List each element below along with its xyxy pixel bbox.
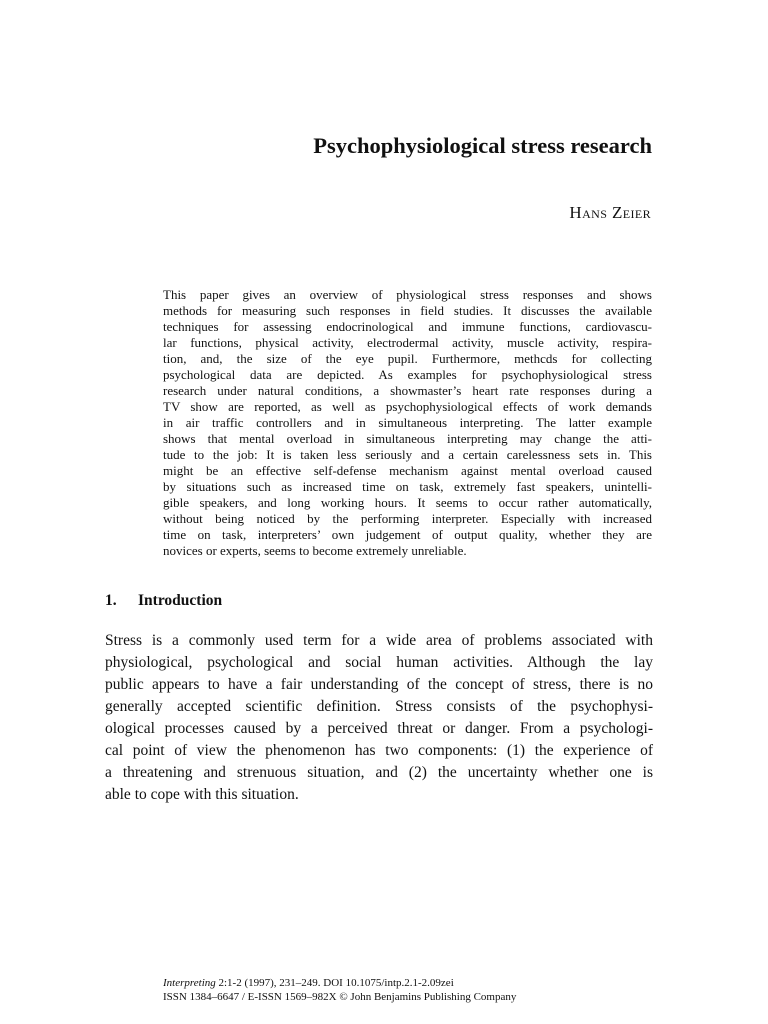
abstract-line: tude to the job: It is taken less seriously and a certain carelessness sets in. This	[163, 447, 652, 462]
citation-details: 2:1-2 (1997), 231–249. DOI 10.1075/intp.2.1-2.09zei	[215, 977, 454, 989]
abstract-line: psychological data are depicted. As examples for psychophysiological stress	[163, 367, 652, 382]
body-line: ological processes caused by a perceived threat or danger. From a psychologi-	[105, 720, 653, 737]
body-line: public appears to have a fair understanding of the concept of stress, there is no	[105, 676, 653, 693]
body-line: able to cope with this situation.	[105, 786, 299, 803]
body-line: Stress is a commonly used term for a wide area of problems associated with	[105, 632, 653, 649]
section-title: Introduction	[138, 592, 223, 609]
abstract-line: research under natural conditions, a showmaster’s heart rate responses during a	[163, 383, 652, 398]
abstract-line: tion, and, the size of the eye pupil. Furthermore, methcds for collecting	[163, 351, 652, 366]
abstract-line: This paper gives an overview of physiological stress responses and shows	[163, 287, 652, 302]
abstract-line: might be an effective self-defense mechanism against mental overload caused	[163, 463, 652, 478]
citation-line	[163, 976, 454, 990]
paper-title: Psychophysiological stress research	[313, 133, 652, 158]
author-name: Hans Zeier	[569, 203, 651, 222]
abstract-line: gible speakers, and long working hours. It seems to occur rather automatically,	[163, 495, 652, 510]
abstract-line: techniques for assessing endocrinological and immune functions, cardiovascu-	[163, 319, 652, 334]
issn-line: ISSN 1384–6647 / E-ISSN 1569–982X © John Benjamins Publishing Company	[163, 991, 517, 1003]
abstract-line: methods for measuring such responses in field studies. It discusses the available	[163, 303, 652, 318]
abstract-line: novices or experts, seems to become extremely unreliable.	[163, 543, 467, 558]
abstract-line: time on task, interpreters’ own judgement of output quality, whether they are	[163, 527, 652, 542]
abstract-line: shows that mental overload in simultaneous interpreting may change the atti-	[163, 431, 652, 446]
abstract-line: without being noticed by the performing interpreter. Especially with increased	[163, 511, 652, 526]
body-line: a threatening and strenuous situation, and (2) the uncertainty whether one is	[105, 764, 653, 781]
body-line: generally accepted scientific definition. Stress consists of the psychophysi-	[105, 698, 653, 715]
abstract-line: lar functions, physical activity, electrodermal activity, muscle activity, respira-	[163, 335, 652, 350]
abstract-line: by situations such as increased time on task, extremely fast speakers, unintelli-	[163, 479, 652, 494]
abstract-line: TV show are reported, as well as psychophysiological effects of work demands	[163, 399, 652, 414]
body-line: physiological, psychological and social human activities. Although the lay	[105, 654, 653, 671]
journal-name: Interpreting	[163, 977, 216, 989]
section-heading	[105, 590, 222, 612]
abstract-line: in air traffic controllers and in simultaneous interpreting. The latter example	[163, 415, 652, 430]
body-line: cal point of view the phenomenon has two components: (1) the experience of	[105, 742, 653, 759]
section-number: 1.	[105, 592, 117, 609]
